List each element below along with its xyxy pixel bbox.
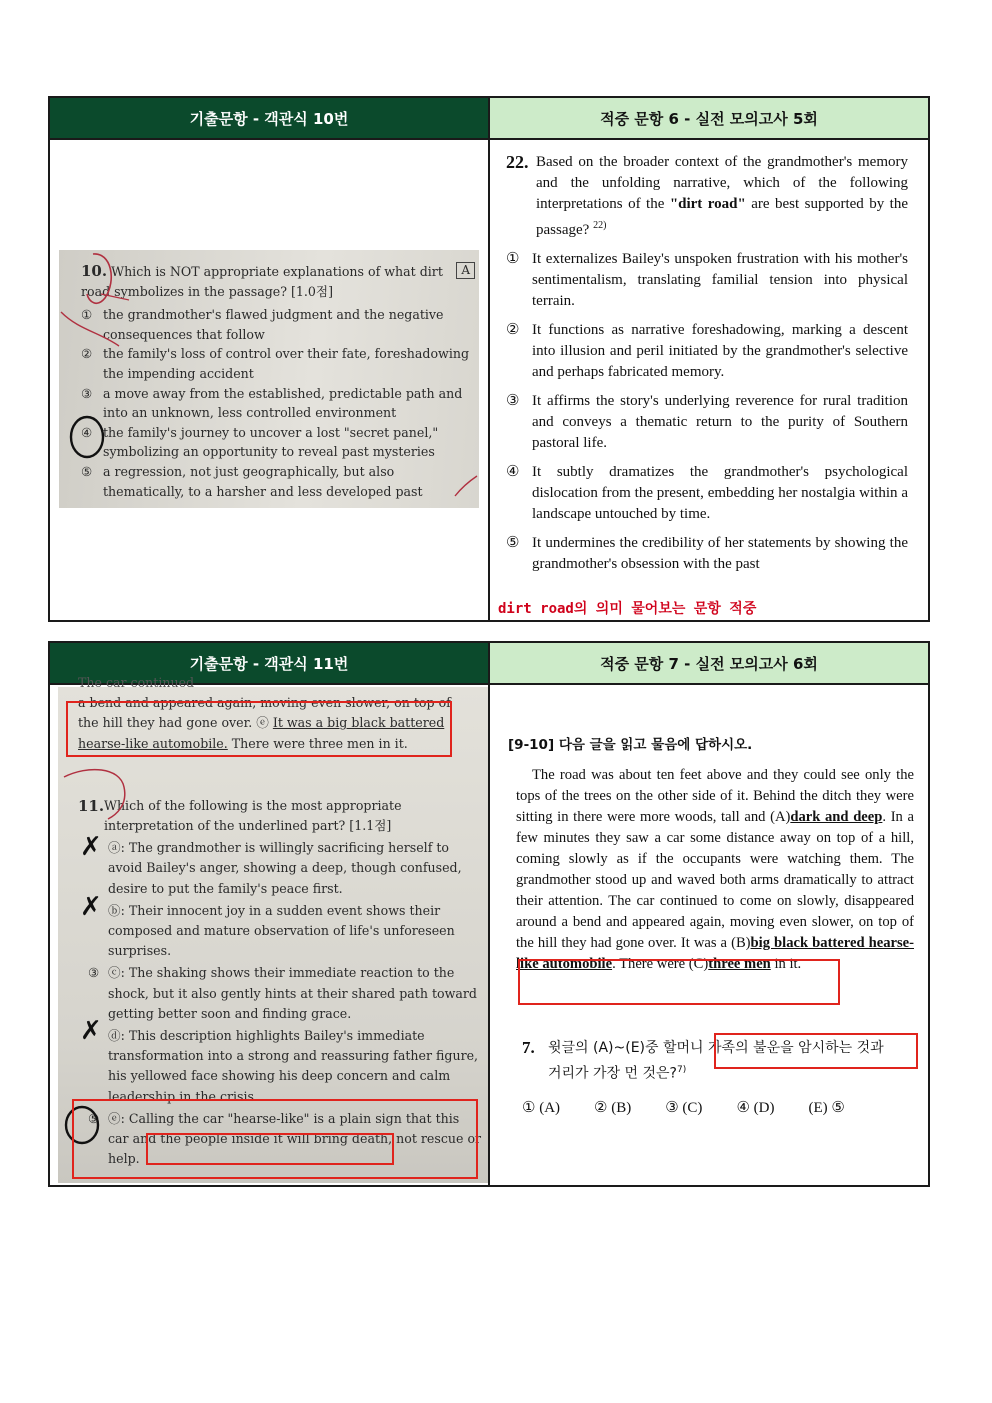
x-mark: ✗ — [80, 892, 102, 922]
exam-photo: 10. Which is NOT appropriate explanations of what dirt road symbolizes in the passage? [1.0점] A ① the grandmother's flawed judgment and the negative consequences that follow ② the family's loss of control over their fate, foreshadowing the impending accident ③ a move away from the established, predictable path and into an unknown, less controlled environment ④ the family's journey to uncover a lost "secret panel," symbolizing an opportunity to reveal past mysteries ⑤ a regression, not just geographically, but also thematically, to a harsher and less developed past — [59, 250, 479, 508]
choice-4[interactable]: ④ (D) — [736, 1099, 775, 1116]
question-stem: Which is NOT appropriate explanations of what dirt road symbolizes in the passage? [1.0점] — [81, 264, 443, 299]
question-cell — [489, 139, 929, 621]
passage: The road was about ten feet above and they could see only the tops of the trees on the other side of it. Behind the ditch they were sitting in there were more woods, tall and (A)dark and deep. In a few minutes they saw a car some distance away on top of a hill, coming slowly as if the occupants were watching them. The grandmother stood up and waved both arms dramatically to attract their attention. The car continued to come on slowly, disappeared around a bend and appeared again, moving even slower, on top of the hill they had gone over. It was a (B)big black battered hearse-like automobile. There were (C)three men in it. — [516, 767, 914, 972]
choice-1[interactable]: ① (A) — [522, 1099, 561, 1116]
left-header: 기출문항 - 객관식 11번 — [49, 642, 489, 684]
highlight-box — [66, 701, 452, 757]
instruction: [9-10] 다음 글을 읽고 물음에 답하시오. — [508, 737, 753, 753]
question-stem: Based on the broader context of the grandmother's memory and the unfolding narrative, which of the following interpretations of the "dirt road" are best supported by the passage? $^{22)}$ — [536, 154, 908, 238]
x-mark: ✗ — [80, 1016, 102, 1046]
highlight-box — [518, 959, 840, 1005]
option-5[interactable]: ⑤ It undermines the credibility of her statements by showing the grandmother's obsession with the past — [506, 535, 908, 572]
comparison-table-1 — [48, 96, 930, 622]
question-number: 22. — [506, 152, 529, 172]
right-header: 적중 문항 6 - 실전 모의고사 5회 — [489, 97, 929, 139]
option-4[interactable]: ④ It subtly dramatizes the grandmother's psychological dislocation from the present, embedding her nostalgia within a landscape untouched by time. — [506, 464, 908, 522]
option-2[interactable]: ② It functions as narrative foreshadowing, marking a descent into illusion and peril initiated by the grandmother's selective and perhaps fabricated memory. — [506, 322, 908, 380]
highlight-box — [714, 1033, 918, 1069]
circle-mark — [71, 417, 103, 457]
pen-marks — [59, 250, 479, 508]
x-mark: ✗ — [80, 832, 102, 862]
option-3[interactable]: ③ It affirms the story's underlying reverence for rural tradition and conveys a thematic return to the purity of Southern pastoral life. — [506, 393, 908, 451]
choice-5[interactable]: (E) ⑤ — [808, 1099, 845, 1116]
question-7: 7. 윗글의 (A)~(E)중 할머니 가족의 불운을 암시하는 것과 거리가 가장 먼 것은?$^{7)}$ ① (A) ② (B) ③ (C) ④ (D) (E) ⑤ — [522, 1037, 922, 1119]
choice-2[interactable]: ② (B) — [594, 1099, 632, 1116]
exam-photo: The car continued a bend and appeared again, moving even slower, on top of the hill they had gone over. ⓔ It was a big black battered hearse-like automobile. There were three men in it. 11. Which of the following is the most appropriate interpretation of the underlined part? [1.1점] ⓐ: The grandmother is willingly sacrificing herself to avoid Bailey's anger, showing a deep, though confused, desire to put the family's peace first. ⓑ: Their innocent joy in a sudden event shows their composed and mature observation of life's unforeseen surprises. ③ ⓒ: The shaking shows their immediate reaction to the shock, but it also gently hints at their shared path toward getting better soon and finding grace. ⓓ: This description highlights Bailey's immediate transformation into a strong and reassuring father figure, his yellowed face showing his deep concern and calm leadership in the crisis ⑤ ⓔ: Calling the car "hearse-like" is a plain sign that this car and the people inside it will bring death, not rescue or help. ✗ ✗ ✗ — [58, 687, 488, 1183]
question-stem: Which of the following is the most appropriate interpretation of the underlined part? [1.1점] — [104, 797, 402, 834]
comparison-table-2 — [48, 641, 930, 1187]
highlight-box — [146, 1133, 394, 1165]
exam-photo-cell — [49, 139, 489, 621]
question-cell — [489, 684, 929, 1186]
match-note: dirt road의 의미 물어보는 문항 적중 — [498, 601, 757, 617]
left-header: 기출문항 - 객관식 10번 — [49, 97, 489, 139]
exam-photo-cell — [49, 675, 489, 1186]
tag-box: A — [456, 262, 475, 279]
choice-3[interactable]: ③ (C) — [665, 1099, 703, 1116]
right-header: 적중 문항 7 - 실전 모의고사 6회 — [489, 642, 929, 684]
option-1[interactable]: ① It externalizes Bailey's unspoken frustration with his mother's sentimentalism, translating familial tension into physical terrain. — [506, 251, 908, 309]
answer-choices — [522, 1097, 922, 1119]
